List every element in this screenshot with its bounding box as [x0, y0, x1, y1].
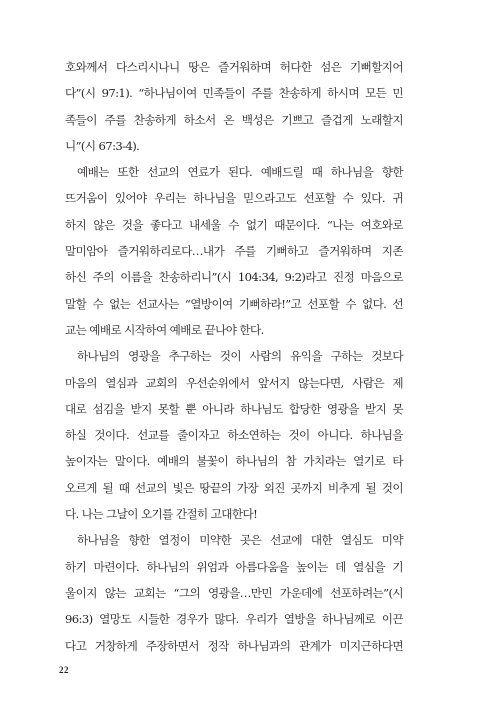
text-line: 다. 나는 그날이 오기를 간절히 고대한다! — [65, 507, 258, 522]
text-line: 하실 것이다. 선교를 줄이자고 하소연하는 것이 아니다. 하나님을 — [65, 428, 403, 443]
paragraph — [65, 343, 403, 527]
text-line: 하신 주의 이름을 찬송하리니”(시 104:34, 9:2)라고 진정 마음으로 — [65, 270, 403, 285]
text-line: 하기 마련이다. 하나님의 위엄과 아름다움을 높이는 데 열심을 기 — [65, 559, 403, 574]
text-line: 예배는 또한 선교의 연료가 된다. 예배드릴 때 하나님을 향한 — [77, 165, 403, 180]
text-line: 교는 예배로 시작하여 예배로 끝나야 한다. — [65, 322, 264, 337]
text-line: 호와께서 다스리시나니 땅은 즐거워하며 허다한 섬은 기뻐할지어 — [65, 60, 403, 74]
page-body — [65, 54, 403, 659]
text-line: 뜨거움이 있어야 우리는 하나님을 믿으라고도 선포할 수 있다. 귀 — [65, 191, 403, 206]
page-number: 22 — [59, 665, 69, 675]
text-line: 대로 섬김을 받지 못할 뿐 아니라 하나님도 합당한 영광을 받지 못 — [65, 401, 403, 416]
text-line: 말미암아 즐거워하리로다…내가 주를 기뻐하고 즐거워하며 지존 — [65, 244, 403, 259]
text-line: 높이자는 말이다. 예배의 불꽃이 하나님의 참 가치라는 열기로 타 — [65, 454, 403, 469]
text-line: 울이지 않는 교회는 “그의 영광을…만민 가운데에 선포하려는”(시 — [65, 585, 403, 600]
text-line: 하나님을 향한 열정이 미약한 곳은 선교에 대한 열심도 미약 — [77, 533, 403, 548]
text-line: 하지 않은 것을 좋다고 내세울 수 없기 때문이다. “나는 여호와로 — [65, 217, 403, 232]
paragraph — [65, 54, 403, 159]
text-line: 족들이 주를 찬송하게 하소서 온 백성은 기쁘고 즐겁게 노래할지 — [65, 112, 403, 127]
text-line: 하나님의 영광을 추구하는 것이 사람의 유익을 구하는 것보다 — [77, 349, 403, 364]
text-line: 다”(시 97:1). “하나님이여 민족들이 주를 찬송하게 하시며 모든 민 — [65, 86, 403, 101]
text-line: 다고 거창하게 주장하면서 정작 하나님과의 관계가 미지근하다면 — [65, 638, 403, 653]
text-line: 마음의 열심과 교회의 우선순위에서 앞서지 않는다면, 사람은 제 — [65, 375, 403, 390]
text-line: 오르게 될 때 선교의 빛은 땅끝의 가장 외진 곳까지 비추게 될 것이 — [65, 480, 403, 495]
text-line: 96:3) 열망도 시들한 경우가 많다. 우리가 열방을 하나님께로 이끈 — [65, 612, 403, 627]
paragraph — [65, 527, 403, 658]
text-line: 니”(시 67:3-4). — [65, 138, 140, 153]
paragraph — [65, 159, 403, 343]
text-line: 말할 수 없는 선교사는 “열방이여 기뻐하라!”고 선포할 수 없다. 선 — [65, 296, 403, 311]
